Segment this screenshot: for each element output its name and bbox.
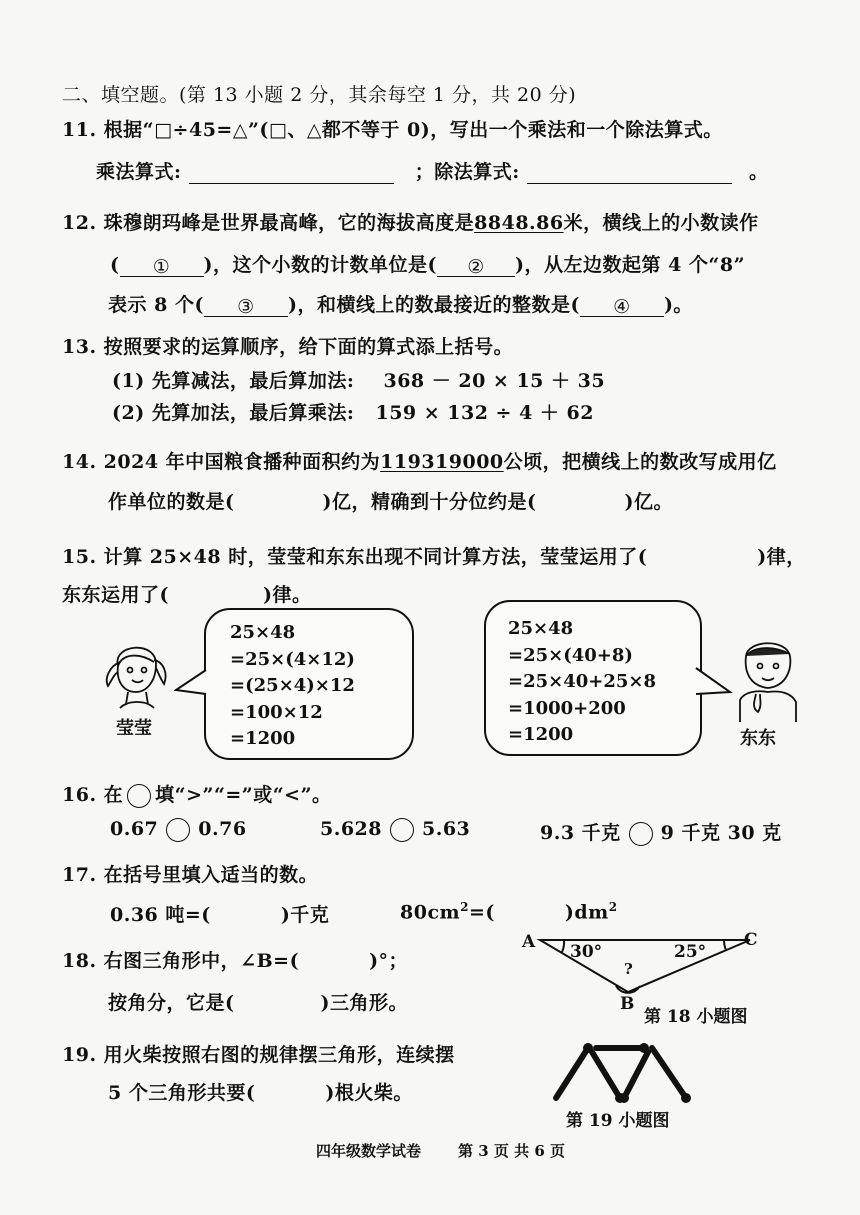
q12-number: 8848.86 xyxy=(474,212,564,234)
q14-text-d: )亿，精确到十分位约是( xyxy=(322,491,537,513)
q12-blank-4[interactable]: ④ xyxy=(580,296,664,317)
boy-calc-line: =1000+200 xyxy=(508,697,626,719)
q17-item2-c: )dm xyxy=(564,901,609,924)
boy-calc-line: =25×40+25×8 xyxy=(508,671,656,692)
boy-name: 东东 xyxy=(740,728,776,749)
triangle-label-a: A xyxy=(522,932,536,952)
q16-c1-answer-circle[interactable] xyxy=(166,818,190,842)
matchstick-figure xyxy=(548,1040,698,1106)
q17-item2-sup: 2 xyxy=(460,900,469,914)
q18-text-b: )°； xyxy=(369,950,409,972)
q18-text-a: 18. 右图三角形中，∠B=( xyxy=(62,950,300,972)
q12-line1 xyxy=(62,208,759,235)
circle-icon xyxy=(127,784,151,808)
q15-text-c: 东东运用了( xyxy=(62,584,169,606)
angle-b-label: ? xyxy=(624,960,633,978)
q11-line1: 11. 根据“□÷45=△”(□、△都不等于 0)，写出一个乘法和一个除法算式。 xyxy=(62,119,723,141)
triangle-label-b: B xyxy=(620,994,635,1014)
q12-text-a: 12. 珠穆朗玛峰是世界最高峰，它的海拔高度是 xyxy=(62,212,475,234)
q14-line1 xyxy=(62,447,777,474)
q12-blank-1[interactable]: ① xyxy=(120,256,204,277)
angle-c-label: 25° xyxy=(674,942,707,962)
q12-blank-2[interactable]: ② xyxy=(437,256,515,277)
boy-calc-line: =25×(40+8) xyxy=(508,644,633,666)
q13-item1-label: (1) 先算减法，最后算加法: xyxy=(112,370,355,392)
q14-number: 119319000 xyxy=(380,451,504,473)
q16-c2-left: 5.628 xyxy=(320,818,382,840)
girl-calc-line: =25×(4×12) xyxy=(230,648,355,670)
section-title: 二、填空题。(第 13 小题 2 分，其余每空 1 分，共 20 分) xyxy=(62,84,577,106)
q12-text-g: )。 xyxy=(663,294,693,316)
q16-c3-left: 9.3 千克 xyxy=(540,822,621,844)
girl-calc-line: =100×12 xyxy=(230,701,323,723)
q14-text-b: 公顷，把横线上的数改写成用亿 xyxy=(503,451,777,473)
q18-line1 xyxy=(62,946,408,973)
q15-text-b: )律， xyxy=(757,546,806,568)
q17-item1-b: )千克 xyxy=(280,904,330,926)
q16-line xyxy=(62,780,332,808)
q19-caption: 第 19 小题图 xyxy=(566,1111,670,1131)
q12-text-c: )，这个小数的计数单位是( xyxy=(203,254,437,276)
boy-calculation xyxy=(508,616,656,749)
q18-caption: 第 18 小题图 xyxy=(644,1007,748,1027)
q12-paren: ( xyxy=(110,254,120,276)
q11-div-blank[interactable] xyxy=(527,163,732,184)
girl-calc-line: 25×48 xyxy=(230,622,296,643)
q16-c3-answer-circle[interactable] xyxy=(629,822,653,846)
footer-page: 第 3 页 共 6 页 xyxy=(458,1142,565,1160)
q12-text-e: 表示 8 个( xyxy=(108,294,204,316)
q17-item2 xyxy=(400,900,618,923)
q15-text-a: 15. 计算 25×48 时，莹莹和东东出现不同计算方法，莹莹运用了( xyxy=(62,546,648,568)
q16-c2-answer-circle[interactable] xyxy=(390,818,414,842)
boy-icon xyxy=(730,634,804,722)
q11-end: 。 xyxy=(749,161,769,183)
q13-item1-expr: 368 － 20 × 15 ＋ 35 xyxy=(383,370,606,392)
q14-text-a: 14. 2024 年中国粮食播种面积约为 xyxy=(62,451,381,473)
boy-calc-line: =1200 xyxy=(508,724,574,745)
q19-line1: 19. 用火柴按照右图的规律摆三角形，连续摆 xyxy=(62,1044,455,1066)
q16-c3-right: 9 千克 30 克 xyxy=(660,822,782,844)
girl-calc-line: =(25×4)×12 xyxy=(230,675,355,696)
q16-compare-3 xyxy=(540,818,782,846)
q14-line2 xyxy=(108,487,673,514)
q13-item2-expr: 159 × 132 ÷ 4 ＋ 62 xyxy=(375,402,594,424)
q17-title: 17. 在括号里填入适当的数。 xyxy=(62,864,319,886)
q16-c2-right: 5.63 xyxy=(422,818,471,840)
q11-answer-line xyxy=(96,157,769,184)
q15-line1 xyxy=(62,542,806,569)
q15-text-d: )律。 xyxy=(263,584,312,606)
q12-blank-3[interactable]: ③ xyxy=(204,296,288,317)
q11-div-label: ；除法算式: xyxy=(414,161,520,183)
q16-text-b: 填“>”“=”或“<”。 xyxy=(155,784,332,806)
q14-text-c: 作单位的数是( xyxy=(108,491,235,513)
q13-title: 13. 按照要求的运算顺序，给下面的算式添上括号。 xyxy=(62,336,514,358)
q17-item1 xyxy=(110,900,329,927)
q12-text-f: )，和横线上的数最接近的整数是( xyxy=(287,294,580,316)
q19-text-a: 5 个三角形共要( xyxy=(108,1082,256,1104)
angle-a-label: 30° xyxy=(570,942,603,962)
footer-subject: 四年级数学试卷 xyxy=(316,1142,422,1160)
q16-compare-1 xyxy=(110,818,247,842)
q13-item2 xyxy=(112,398,594,425)
q12-text-d: )，从左边数起第 4 个“8” xyxy=(514,254,746,276)
q17-item1-a: 0.36 吨=( xyxy=(110,904,211,926)
boy-bubble-tail xyxy=(694,666,734,700)
girl-bubble-tail xyxy=(174,668,208,698)
q12-line2 xyxy=(110,250,745,277)
q16-text-a: 16. 在 xyxy=(62,784,124,806)
q17-item2-a: 80cm xyxy=(400,901,461,924)
q15-line2 xyxy=(62,580,312,607)
q18-text-c: 按角分，它是( xyxy=(108,992,235,1014)
q16-compare-2 xyxy=(320,818,470,842)
girl-calculation xyxy=(230,620,355,753)
q11-mult-blank[interactable] xyxy=(189,163,394,184)
q17-item2-b: =( xyxy=(468,901,495,924)
girl-calc-line: =1200 xyxy=(230,728,296,749)
q18-line2 xyxy=(108,988,408,1015)
q16-c1-left: 0.67 xyxy=(110,818,159,840)
q14-text-e: )亿。 xyxy=(624,491,673,513)
boy-calc-line: 25×48 xyxy=(508,618,574,639)
q18-text-d: )三角形。 xyxy=(320,992,408,1014)
q13-item2-label: (2) 先算加法，最后算乘法: xyxy=(112,402,355,424)
girl-name: 莹莹 xyxy=(116,718,152,739)
q11-mult-label: 乘法算式: xyxy=(96,161,182,183)
q19-text-b: )根火柴。 xyxy=(325,1082,413,1104)
q13-item1 xyxy=(112,366,605,393)
triangle-label-c: C xyxy=(744,930,758,950)
q12-line3 xyxy=(108,290,693,317)
girl-icon xyxy=(98,632,174,712)
q12-text-b: 米，横线上的小数读作 xyxy=(563,212,759,234)
q19-line2 xyxy=(108,1078,413,1105)
q16-c1-right: 0.76 xyxy=(198,818,247,840)
q17-item2-sup2: 2 xyxy=(608,900,618,914)
